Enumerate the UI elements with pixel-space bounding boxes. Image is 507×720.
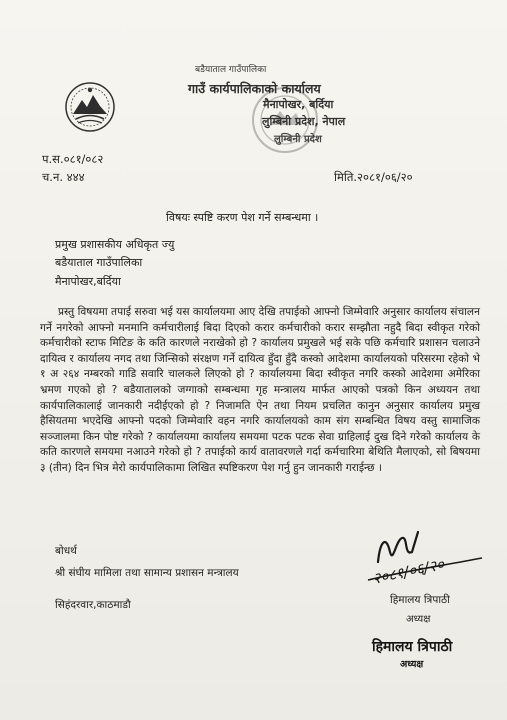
recipient-office: बडैयाताल गाउँपालिका [55, 256, 143, 269]
dispatch-number: च.न. ४४४ [42, 170, 85, 184]
letter-date: मिति.२०८१/०६/२० [334, 170, 413, 184]
nepal-emblem-icon [64, 81, 116, 133]
office-name: गाउँ कार्यपालिकाको कार्यालय [188, 81, 321, 96]
letter-body-paragraph: प्रस्तु विषयमा तपाई सरुवा भई यस कार्यालयमा आए देखि तपाईको आफ्नो जिम्मेवारि अनुसार कार्यालय संचालन गर्ने नगरेको आफ्नो मनमानि कर्मचारीलाई बिदा दिएको करार कर्मचारीको करार सम्झौता नहुदै बिदा स्वीकृत गरेको कर्मचारीको स्टाफ मिटिङ के कति कारणले नराखेको हो ? कार्यालय प्रमुखले भई सके पछि कर्मचारि प्रशासन चलाउने दायित्व र कार्यालय नगद तथा जिन्सिको संरक्षण गर्ने दायित्व हुँदा हुँदै कस्को आदेशमा कार्यालयको परिसरमा रहेको भे १ अ २६४ नम्बरको गाडि सवारि चालकले लिएको हो ? कार्यालयमा बिदा स्वीकृत नगरि कस्को आदेशमा अमेरिका भ्रमण गएको हो ? बडैयातालको जग्गाको सम्बन्धमा गृह मन्त्रालय मार्फत आएको पत्रको किन अध्ययन तथा कार्यपालिकालाई जानकारी नदीईएको हो ? निजामति ऐन तथा नियम प्रचलित कानुन अनुसार कार्यालय प्रमुख हैसियतमा भएदेखि आफ्नो पदको जिम्मेवारि वहन नगरि कार्यालयको काम संग सम्बन्धित विषय वस्तु सामाजिक सञ्जालमा किन पोष्ट गरेको ? कार्यालयमा कार्यालय समयमा पटक पटक सेवा ग्राहिलाई दुख दिने गरेको कार्यालय के कति कारणले समयमा नआउने गरेको हो ? तपाईको कार्य वातावरणले गर्दा कर्मचारिमा बेथिति मैलाएको, सो बिषयमा ३ (तीन) दिन भित्र मेरो कार्यपालिकामा लिखित स्पष्टिकरण पेश गर्नु हुन जानकारी गराईन्छ । [40, 306, 480, 474]
seal-name: हिमालय त्रिपाठी [372, 639, 453, 655]
recipient-address: मैनापोखर,बर्दिया [55, 275, 121, 288]
signer-title: अध्यक्ष [406, 614, 431, 625]
signature-date: २०८१/०६/२० [371, 555, 446, 588]
recipient-title: प्रमुख प्रशासकीय अधिकृत ज्यु [55, 238, 175, 251]
signer-name: हिमालय त्रिपाठी [390, 594, 450, 606]
office-province: लुम्बिनी प्रदेश, नेपाल [262, 115, 346, 128]
cc-address: सिहंदरवार,काठमाडौ [55, 599, 131, 611]
office-location: मैनापोखर, बर्दिया [263, 98, 334, 111]
cc-label: बोधर्थ [55, 545, 77, 557]
handwritten-signature [360, 522, 490, 592]
seal-title: अध्यक्ष [400, 659, 424, 670]
cc-recipient: श्री संघीय मामिला तथा सामान्य प्रशासन मन्त्रालय [55, 567, 239, 579]
municipality-name: बडैयाताल गाउँपालिका [195, 65, 267, 75]
letter-subject: विषयः स्पष्टि करण पेश गर्ने सम्बन्धमा । [166, 211, 319, 224]
letter-reference-number: प.स.०८१/०८२ [42, 152, 104, 166]
office-province-short: लुम्बिनी प्रदेश [274, 134, 322, 145]
letter-body [40, 305, 480, 477]
